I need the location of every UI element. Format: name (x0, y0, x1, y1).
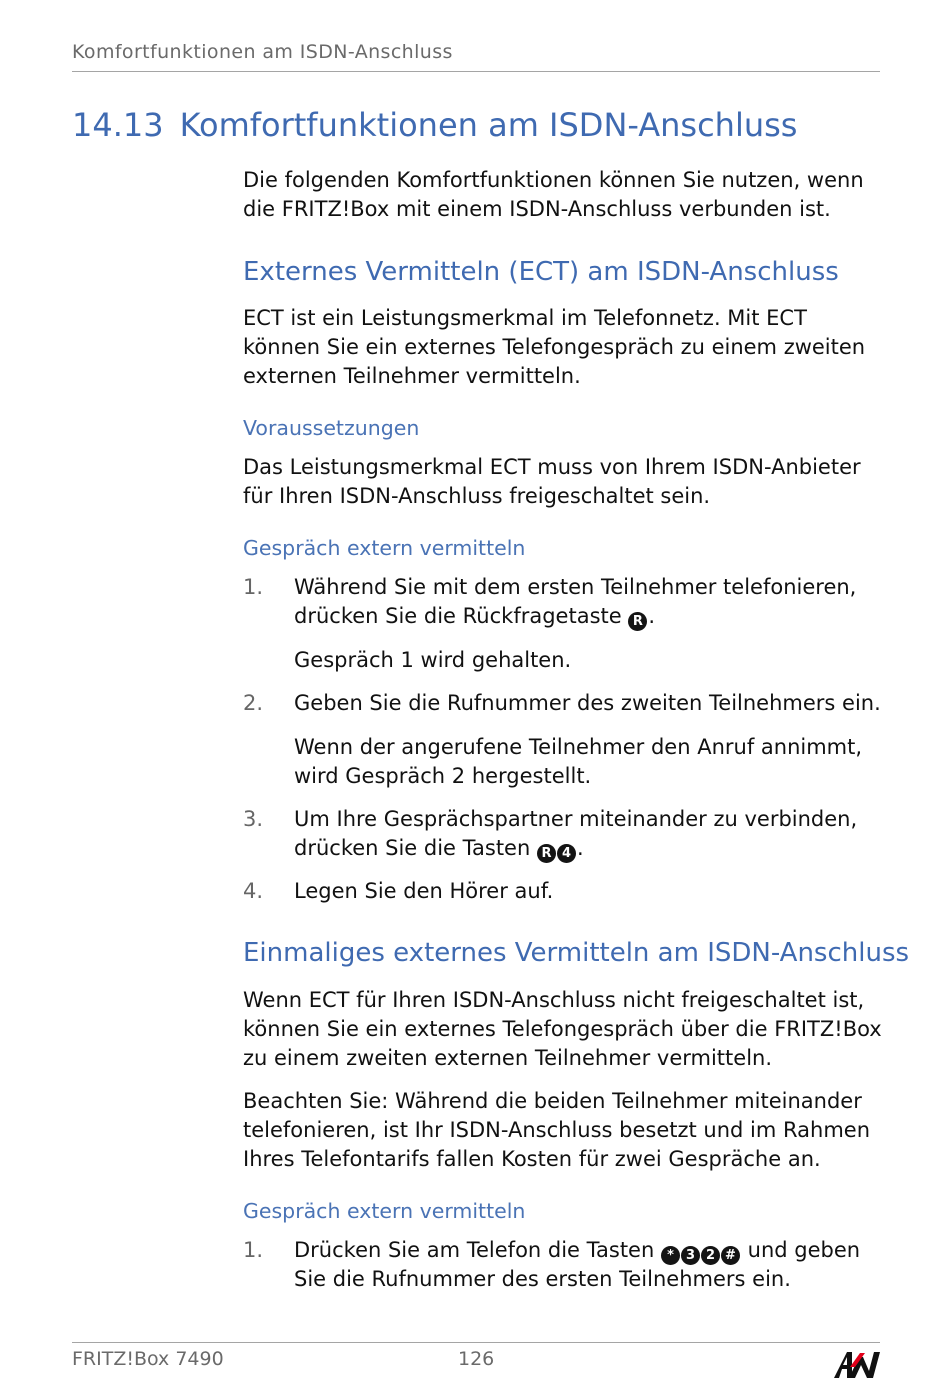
step-text: Drücken Sie am Telefon die Tasten * 3 2 # und geben Sie die Rufnummer des ersten Teilnehmers ein. (294, 1238, 861, 1291)
step-text: Um Ihre Gesprächspartner miteinander zu verbinden, drücken Sie die Tasten R 4 . (294, 807, 858, 861)
step-number: 4. (243, 879, 264, 903)
requirements-heading: Voraussetzungen (243, 416, 420, 440)
step-text: Während Sie mit dem ersten Teilnehmer telefonieren, drücken Sie die Rückfragetaste R . (294, 575, 857, 629)
section-number: 14.13 (72, 106, 164, 144)
header-divider (72, 71, 880, 72)
footer-divider (72, 1342, 880, 1343)
single-transfer-description: Wenn ECT für Ihren ISDN-Anschluss nicht freigeschaltet ist, können Sie ein externes Telefongespräch über die FRITZ!Box zu einem zweiten externen Teilnehmer vermitteln. (243, 988, 882, 1070)
footer-product-name: FRITZ!Box 7490 (72, 1348, 224, 1370)
step-number: 1. (243, 575, 264, 599)
procedure-heading: Gespräch extern vermitteln (243, 536, 526, 560)
requirements-text: Das Leistungsmerkmal ECT muss von Ihrem ISDN-Anbieter für Ihren ISDN-Anschluss freigeschaltet sein. (243, 455, 861, 508)
section-title (72, 106, 797, 144)
procedure-heading: Gespräch extern vermitteln (243, 1199, 526, 1223)
single-transfer-heading: Einmaliges externes Vermitteln am ISDN-Anschluss (243, 938, 910, 968)
intro-paragraph: Die folgenden Komfortfunktionen können Sie nutzen, wenn die FRITZ!Box mit einem ISDN-Anschluss verbunden ist. (243, 168, 864, 221)
4-key-icon: 4 (557, 844, 576, 863)
step-number: 3. (243, 807, 264, 831)
running-header: Komfortfunktionen am ISDN-Anschluss (72, 41, 453, 63)
3-key-icon: 3 (681, 1246, 700, 1265)
hash-key-icon: # (721, 1246, 740, 1265)
step-text: Legen Sie den Hörer auf. (294, 879, 554, 903)
r-key-icon: R (628, 612, 647, 631)
single-transfer-note: Beachten Sie: Während die beiden Teilnehmer miteinander telefonieren, ist Ihr ISDN-Anschluss besetzt und im Rahmen Ihres Telefontarifs fallen Kosten für zwei Gespräche an. (243, 1089, 871, 1171)
step-text: Geben Sie die Rufnummer des zweiten Teilnehmers ein. (294, 691, 881, 715)
2-key-icon: 2 (701, 1246, 720, 1265)
avm-logo-icon (832, 1349, 882, 1379)
page-number: 126 (458, 1348, 495, 1370)
star-key-icon: * (661, 1246, 680, 1265)
r-key-icon: R (537, 844, 556, 863)
step-note: Wenn der angerufene Teilnehmer den Anruf annimmt, wird Gespräch 2 hergestellt. (294, 735, 863, 788)
section-title-text: Komfortfunktionen am ISDN-Anschluss (179, 106, 798, 144)
ect-heading: Externes Vermitteln (ECT) am ISDN-Anschluss (243, 257, 839, 287)
step-number: 1. (243, 1238, 264, 1262)
step-number: 2. (243, 691, 264, 715)
step-note: Gespräch 1 wird gehalten. (294, 648, 572, 672)
ect-description: ECT ist ein Leistungsmerkmal im Telefonnetz. Mit ECT können Sie ein externes Telefongespräch zu einem zweiten externen Teilnehmer vermitteln. (243, 306, 866, 388)
